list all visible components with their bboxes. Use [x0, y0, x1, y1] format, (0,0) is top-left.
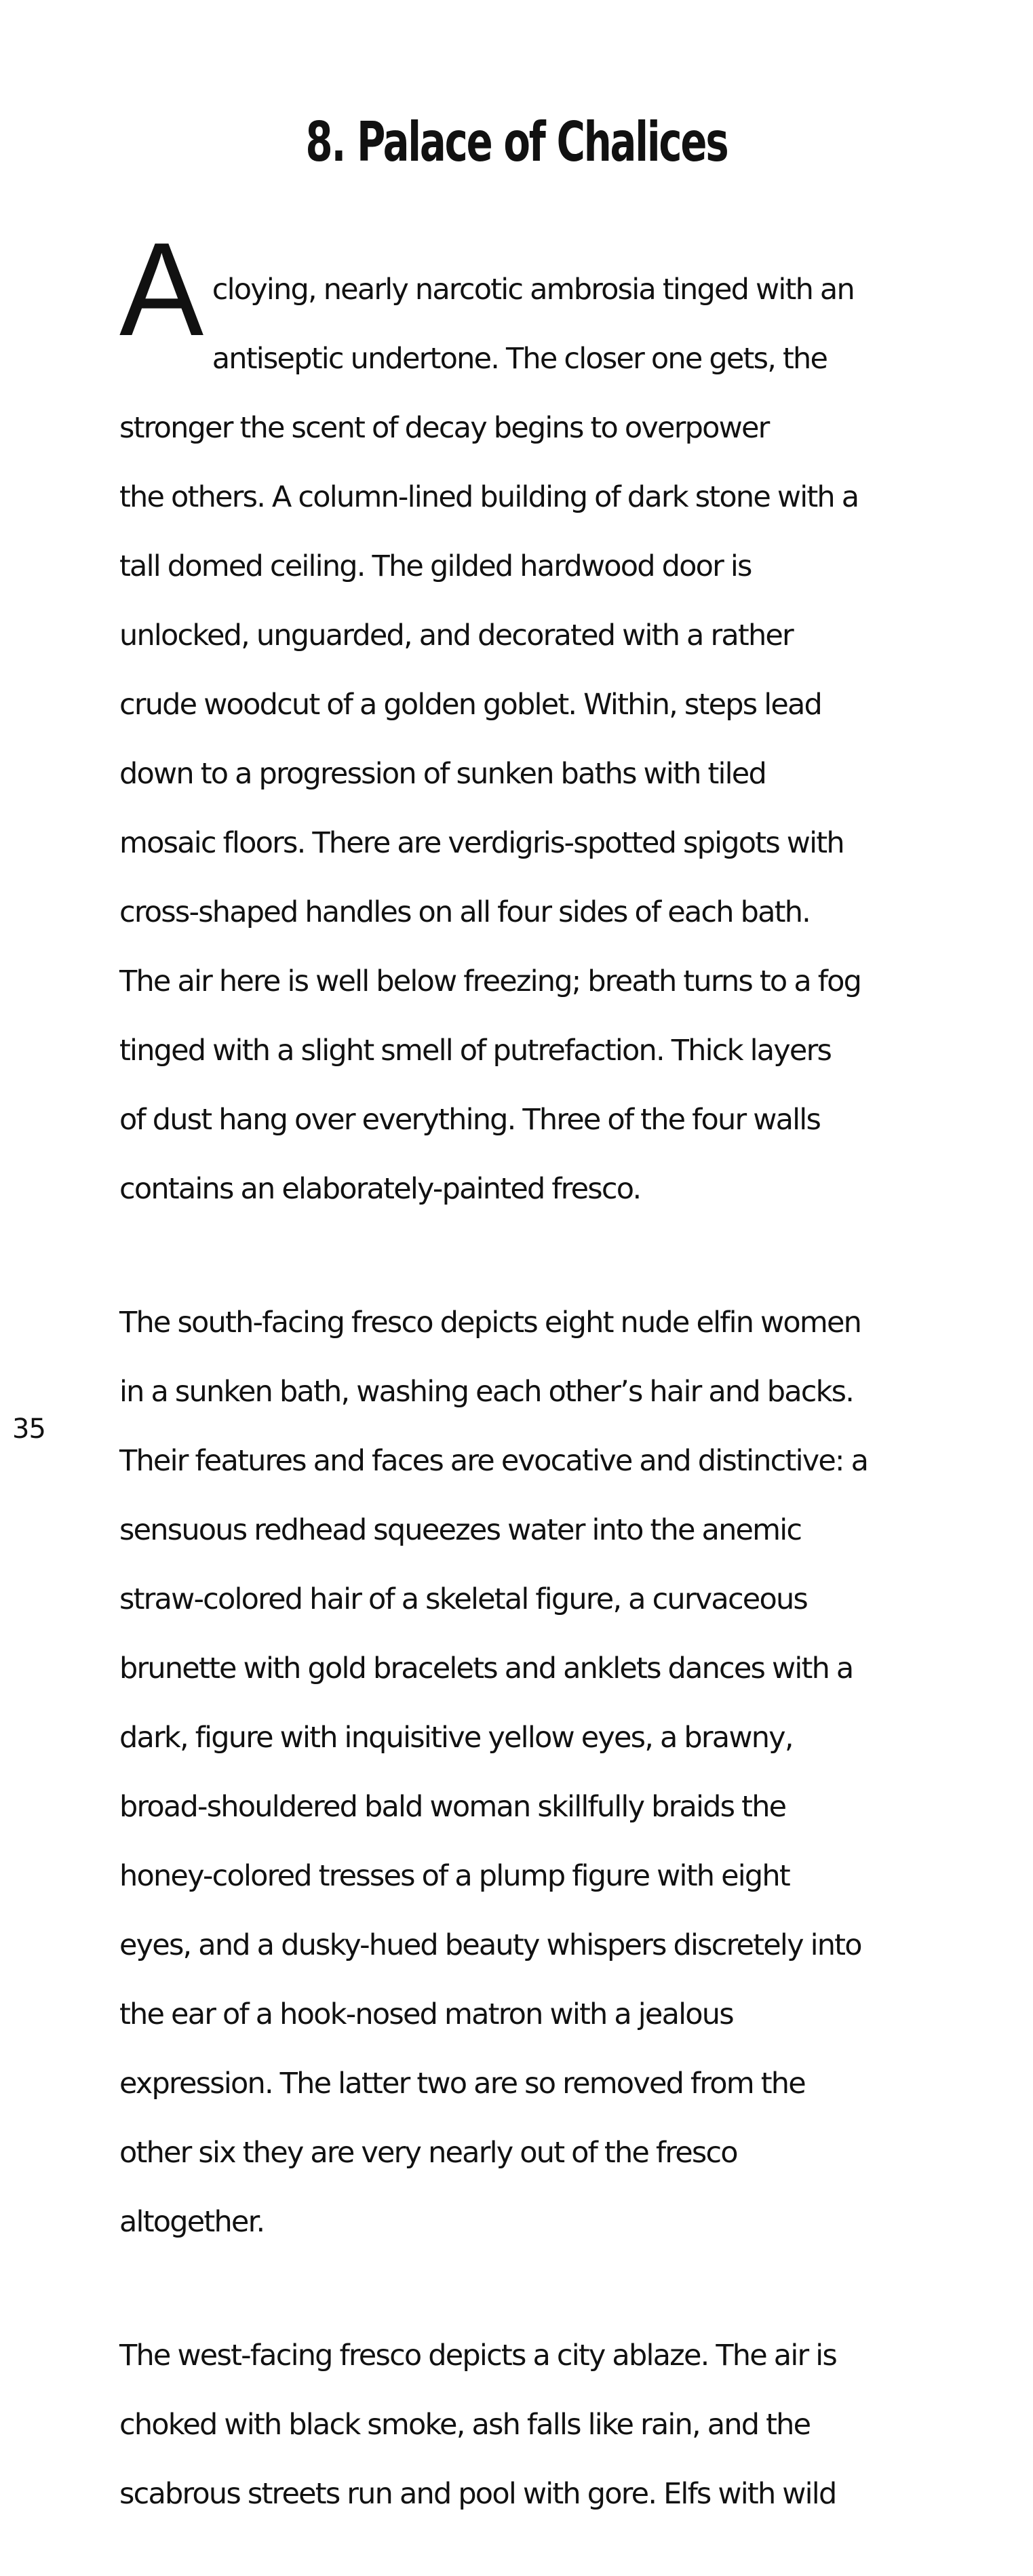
text-line: mosaic floors. There are verdigris-spotted spigots with	[119, 826, 844, 860]
body-text	[119, 203, 920, 2576]
text-line: tall domed ceiling. The gilded hardwood door is	[119, 549, 752, 583]
text-line: eyes, and a dusky-hued beauty whispers discretely into	[119, 1928, 861, 1962]
text-line: brunette with gold bracelets and anklets dances with a	[119, 1652, 853, 1685]
text-line: altogether.	[119, 2205, 265, 2239]
text-line: contains an elaborately-painted fresco.	[119, 1172, 641, 1206]
drop-cap: A	[119, 215, 201, 364]
text-line: The west-facing fresco depicts a city ablaze. The air is	[119, 2339, 836, 2373]
text-line: other six they are very nearly out of the fresco	[119, 2136, 737, 2170]
text-line: antiseptic undertone. The closer one gets, the	[212, 342, 827, 376]
text-line: broad-shouldered bald woman skillfully braids the	[119, 1790, 786, 1824]
text-line: crude woodcut of a golden goblet. Within, steps lead	[119, 688, 822, 722]
text-line: sensuous redhead squeezes water into the anemic	[119, 1513, 802, 1547]
text-line: honey-colored tresses of a plump figure with eight	[119, 1859, 790, 1893]
text-line: down to a progression of sunken baths with tiled	[119, 757, 766, 791]
section-title: 8. Palace of Chalices	[305, 111, 728, 174]
paragraph-1	[119, 203, 920, 1241]
text-line: of dust hang over everything. Three of the four walls	[119, 1103, 821, 1137]
text-line: cross-shaped handles on all four sides of each bath.	[119, 895, 811, 929]
text-line: unlocked, unguarded, and decorated with a rather	[119, 619, 793, 652]
text-line: tinged with a slight smell of putrefaction. Thick layers	[119, 1034, 832, 1068]
text-line: in a sunken bath, washing each other’s hair and backs.	[119, 1375, 854, 1409]
paragraph-3	[119, 2304, 920, 2546]
text-line: scabrous streets run and pool with gore. Elfs with wild	[119, 2477, 836, 2511]
text-line: stronger the scent of decay begins to overpower	[119, 411, 769, 445]
text-line: choked with black smoke, ash falls like rain, and the	[119, 2408, 811, 2442]
text-line: The south-facing fresco depicts eight nude elfin women	[119, 1306, 861, 1340]
text-line: straw-colored hair of a skeletal figure, a curvaceous	[119, 1582, 808, 1616]
page-number: 35	[12, 1413, 45, 1445]
text-line: the others. A column-lined building of dark stone with a	[119, 480, 859, 514]
paragraph-2	[119, 1271, 920, 2274]
text-line: Their features and faces are evocative and distinctive: a	[119, 1444, 868, 1478]
text-line: cloying, nearly narcotic ambrosia tinged with an	[212, 273, 854, 307]
text-line: the ear of a hook-nosed matron with a jealous	[119, 1997, 733, 2031]
text-line: The air here is well below freezing; breath turns to a fog	[119, 964, 861, 998]
text-line: expression. The latter two are so removed from the	[119, 2067, 805, 2101]
text-line: dark, figure with inquisitive yellow eyes, a brawny,	[119, 1721, 793, 1755]
